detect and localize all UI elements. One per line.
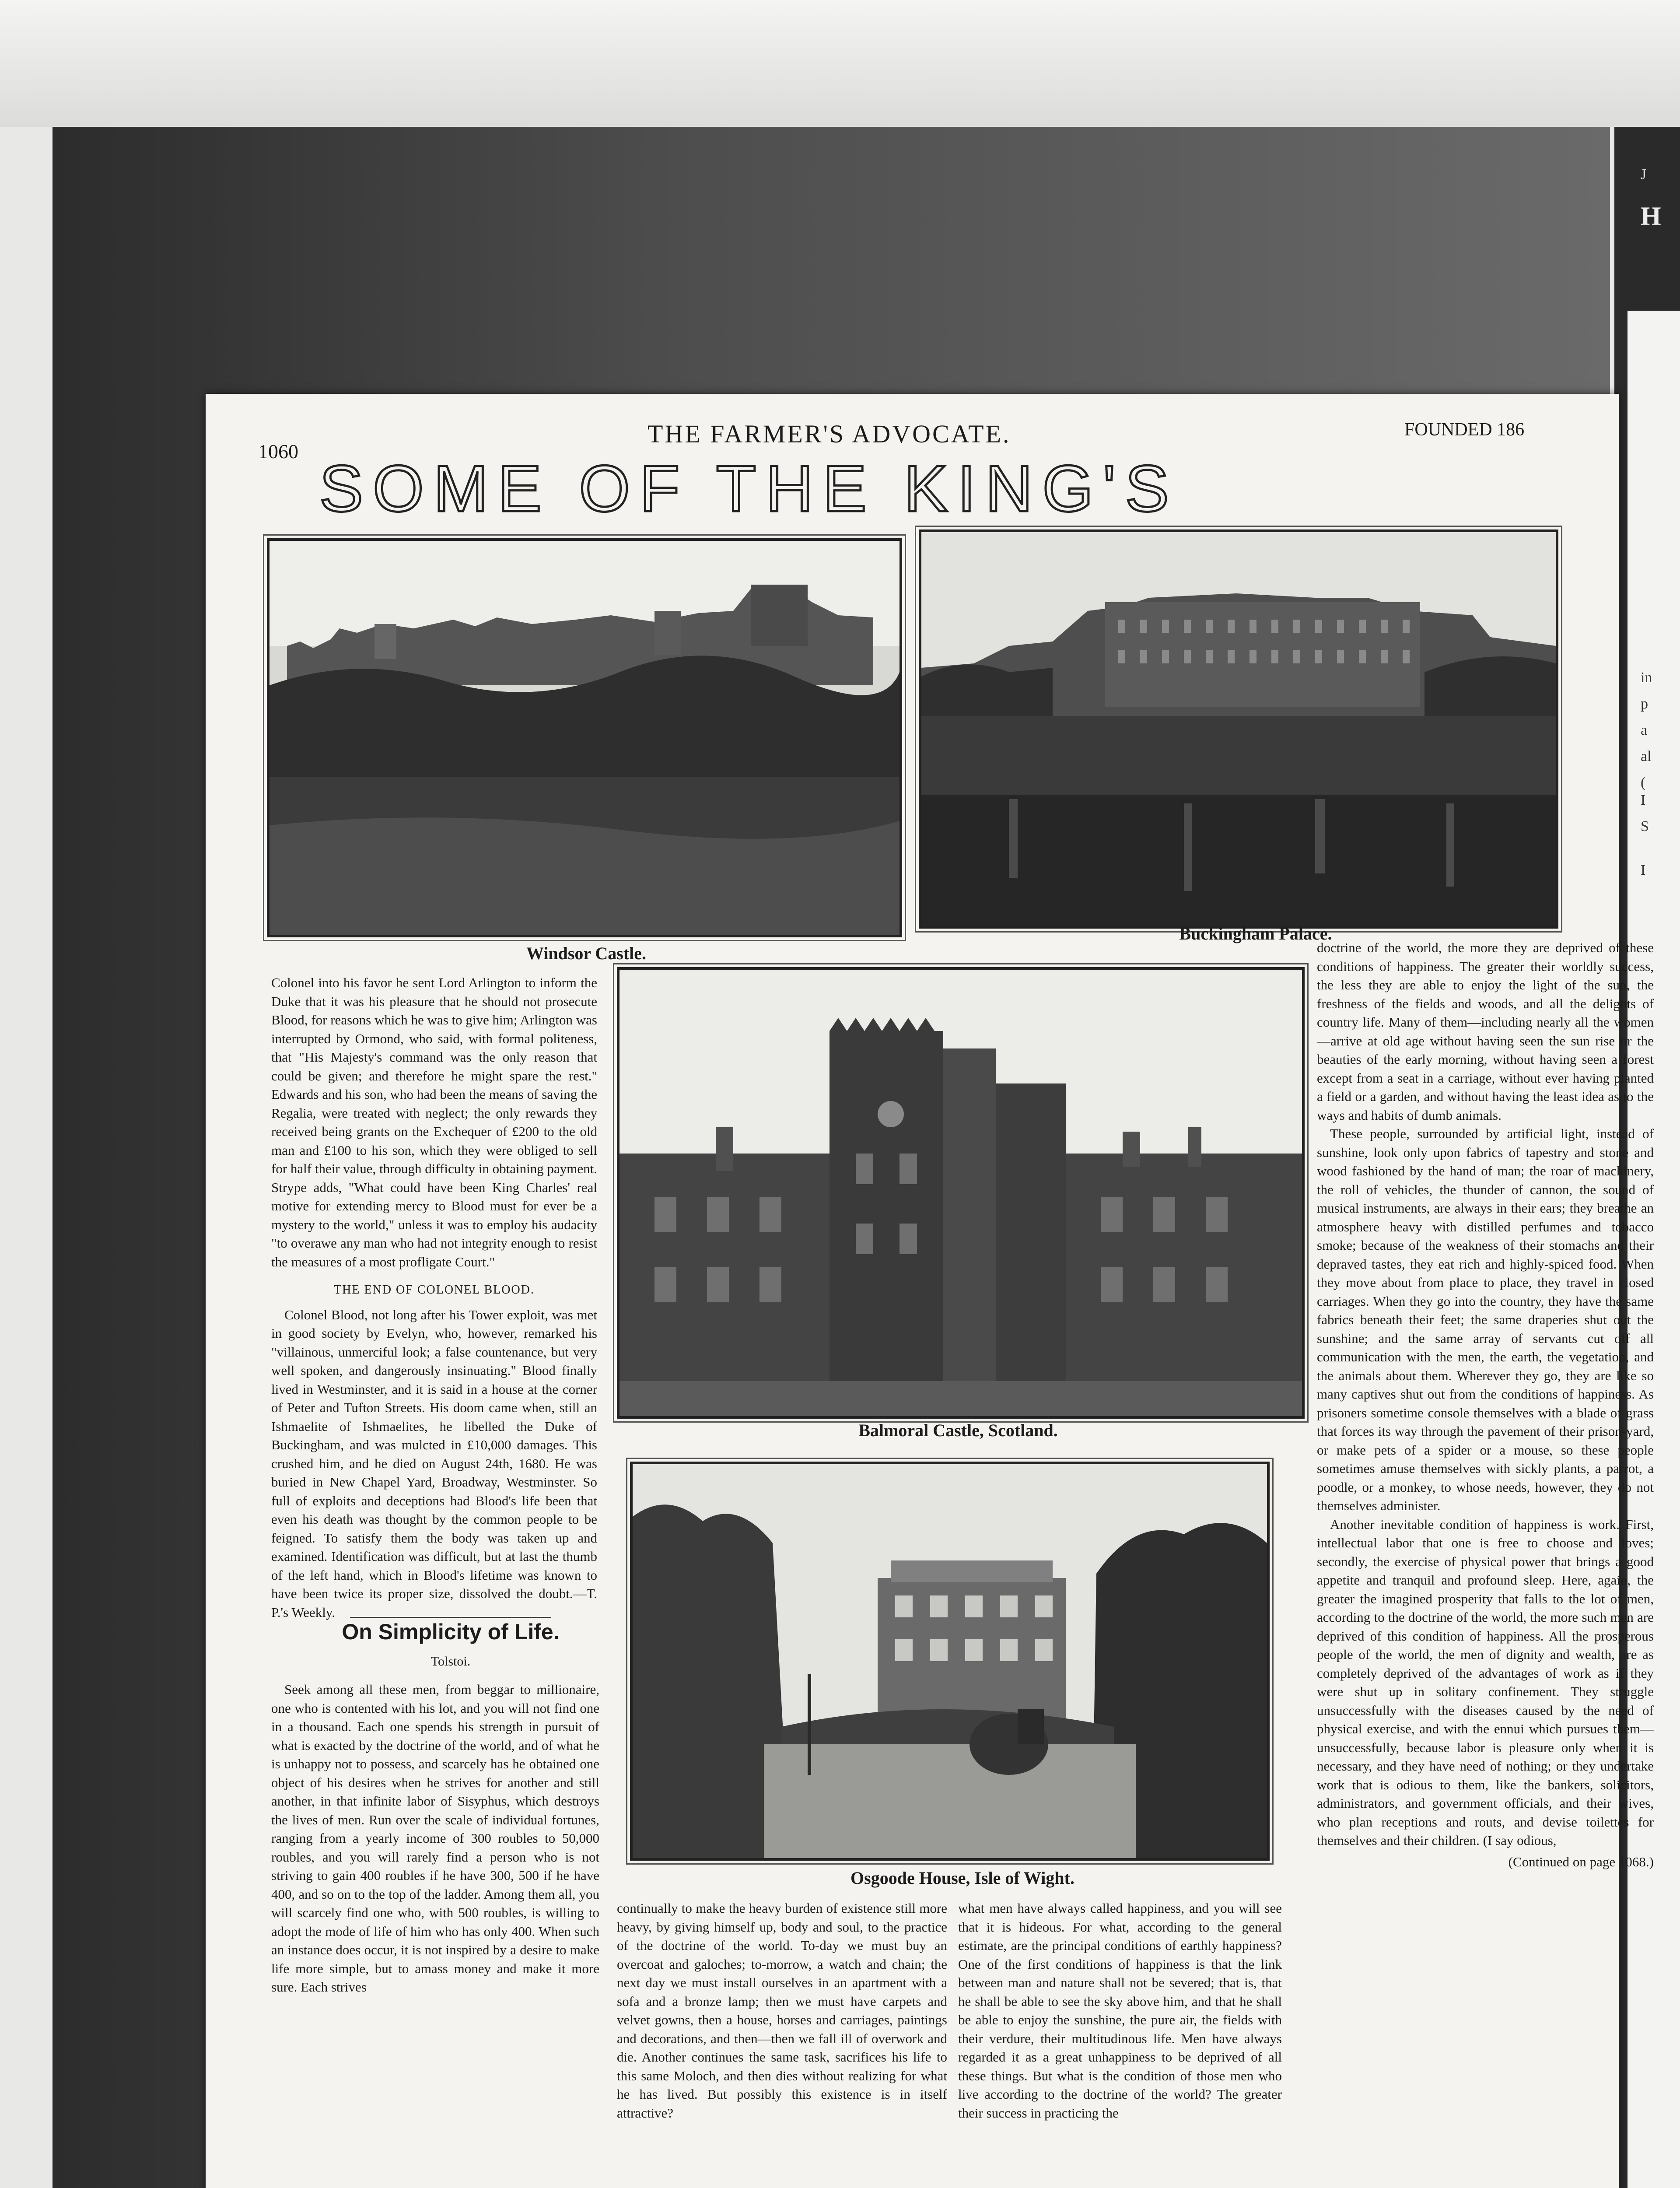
adjacent-page-fragment: a <box>1641 722 1648 738</box>
windsor-castle-image <box>270 541 900 935</box>
balmoral-caption: Balmoral Castle, Scotland. <box>858 1420 1058 1440</box>
buckingham-palace-image <box>921 532 1556 926</box>
page-number: 1060 <box>258 440 298 463</box>
buckingham-palace-photo <box>919 529 1558 929</box>
adjacent-page-fragment: I <box>1641 792 1646 808</box>
colonel-blood-article <box>271 974 597 1620</box>
section-divider <box>350 1617 551 1618</box>
balmoral-castle-image <box>620 970 1302 1416</box>
article-paragraph: Colonel into his favor he sent Lord Arlington to inform the Duke that it was his pleasure that he should not prosecute Blood, for reasons which he was to give him; Arlington was interrupted by Ormond, who said, with formal politeness, that "His Majesty's command was the only reason that could be given; and therefore he might spare the rest." Edwards and his son, who had been the means of saving the Regalia, were treated with neglect; the only rewards they received being grants on the Exchequer of £200 to the old man and £100 to his son, which they were obliged to sell for half their value, through difficulty in obtaining payment. Strype adds, "What could have been King Charles' real motive for extending mercy to Blood must for ever be a mystery to the world," unless it was to employ his audacity "to overawe any man who had not integrity enough to resist the measures of a most profligate Court." <box>271 975 597 1269</box>
simplicity-column-2 <box>617 1899 947 2188</box>
article-paragraph: Seek among all these men, from beggar to millionaire, one who is contented with his lot, and you will not find one in a thousand. Each one spends his strength in pursuit of what is exacted by the doctrine of the world, and of what he is unhappy not to possess, and scarcely has he obtained one object of his desires when he strives for another and still another, in that infinite labor of Sisyphus, which destroys the lives of men. Run over the scale of individual fortunes, ranging from a yearly income of 300 roubles to 50,000 roubles, and you will rarely find a person who is not striving to gain 400 roubles if he have 300, 500 if he have 400, and so on to the top of the ladder. Among them all, you will scarcely find one who, with 500 roubles, is willing to adopt the mode of life of him who has only 400. When such an instance does occur, it is not inspired by a desire to make life more simple, but to amass money and make it more sure. Each strives <box>271 1682 599 1995</box>
balmoral-castle-photo <box>617 967 1305 1419</box>
continued-note: (Continued on page 1068.) <box>1508 1854 1654 1869</box>
windsor-castle-photo <box>267 538 902 937</box>
simplicity-column-1 <box>271 1680 599 2188</box>
adjacent-page-fragment: J <box>1641 166 1647 182</box>
adjacent-page-fragment: H <box>1641 202 1661 231</box>
article-paragraph: continually to make the heavy burden of existence still more heavy, by giving himself up, body and soul, to the practice of the doctrine of the world. To-day we must buy an overcoat and galoches; to-morrow, a watch and chain; the next day we must install ourselves in an apartment with a sofa and a bronze lamp; then we must have carpets and velvet gowns, then a house, horses and carriages, paintings and decorations, and then—then we fall ill of overwork and die. Another continues the same task, sacrifices his life to this same Moloch, and then dies without realizing for what he has lived. But possibly this existence is in itself attractive? <box>617 1900 947 2121</box>
article-paragraph: what men have always called happiness, and you will see that it is hideous. For what, according to the general estimate, are the principal conditions of earthly happiness? One of the first conditions of happiness is that the link between man and nature shall not be severed; that is, that he shall be able to see the sky above him, and that he shall be able to enjoy the sunshine, the pure air, the fields with their verdure, their multitudinous life. Men have always regarded it as a great unhappiness to be deprived of all these things. But what is the condition of those men who live according to the doctrine of the world? The greater their success in practicing the <box>958 1900 1282 2121</box>
page-title: SOME OF THE KING'S <box>319 452 1179 525</box>
simplicity-byline: Tolstoi. <box>430 1654 471 1669</box>
article-subheading: THE END OF COLONEL BLOOD. <box>334 1283 535 1297</box>
osgoode-house-image <box>633 1464 1267 1858</box>
article-paragraph: These people, surrounded by artificial light, instead of sunshine, look only upon fabrics of tapestry and stone and wood fashioned by the hand of man; the roar of machinery, the roll of vehicles, the thunder of cannon, the sound of musical instruments, are always in their ears; they breathe an atmosphere heavy with distilled perfumes and tobacco smoke; because of the weakness of their stomachs and their depraved tastes, they eat rich and highly-spiced food. When they move about from place to place, they travel in closed carriages. When they go into the country, they have the same fabrics beneath their feet; the same draperies shut out the sunshine; and the same array of servants cut off all communication with the men, the earth, the vegetation, and the animals about them. Wherever they go, they are like so many captives shut out from the conditions of happiness. As prisoners sometime console themselves with a blade of grass that forces its way through the pavement of their prison-yard, or make pets of a spider or a mouse, so these people sometimes amuse themselves with sickly plants, a parrot, a poodle, or a monkey, to whose needs, however, they do not themselves administer. <box>1317 1126 1654 1513</box>
adjacent-page-fragment: I <box>1641 862 1646 878</box>
founded-note: FOUNDED 186 <box>1404 420 1525 440</box>
simplicity-column-3 <box>958 1899 1282 2188</box>
adjacent-page-fragment: ( <box>1641 775 1646 791</box>
simplicity-heading: On Simplicity of Life. <box>342 1620 560 1644</box>
simplicity-right-column <box>1317 939 1654 2188</box>
windsor-caption: Windsor Castle. <box>526 943 647 963</box>
adjacent-page-fragment: al <box>1641 748 1652 764</box>
osgoode-house-photo <box>630 1462 1270 1861</box>
running-head: THE FARMER'S ADVOCATE. <box>648 420 1011 448</box>
adjacent-page-fragment: S <box>1641 818 1649 835</box>
magazine-page <box>206 394 1654 2188</box>
article-paragraph: Another inevitable condition of happiness is work. First, intellectual labor that one is free to choose and loves; secondly, the exercise of physical power that brings a good appetite and tranquil and profound sleep. Here, again, the greater the imagined prosperity that falls to the lot of men, according to the doctrine of the world, the more such men are deprived of this condition of happiness. All the prosperous people of the world, the men of dignity and wealth, are as completely deprived of the advantages of work as if they were shut up in solitary confinement. They struggle unsuccessfully with the diseases caused by the need of physical exercise, and with the ennui which pursues them—unsuccessfully, because labor is pleasure only when it is necessary, and they have need of nothing; or they undertake work that is odious to them, like the bankers, solicitors, administrators, and government officials, and their wives, who plan receptions and routs, and devise toilettes for themselves and their children. (I say odious, <box>1317 1516 1654 1848</box>
adjacent-page-fragment: p <box>1641 696 1648 712</box>
osgoode-caption: Osgoode House, Isle of Wight. <box>850 1868 1074 1888</box>
buckingham-caption: Buckingham Palace. <box>1179 924 1332 943</box>
scanner-background <box>0 0 1680 127</box>
adjacent-page-fragment: in <box>1641 670 1652 686</box>
article-paragraph: doctrine of the world, the more they are deprived of these conditions of happiness. The greater their worldly success, the less they are able to enjoy the light of the sun, the freshness of the fields and woods, and all the delights of country life. Many of them—including nearly all the women—arrive at old age without having seen the sun rise or the beauties of the early morning, without having seen a forest except from a seat in a carriage, without ever having planted a field or a garden, and without having the least idea as to the ways and habits of dumb animals. <box>1317 940 1654 1123</box>
article-paragraph: Colonel Blood, not long after his Tower exploit, was met in good society by Evelyn, who, however, remarked his "villainous, unmerciful look; a false countenance, but very well spoken, and dangerously insinuating." Blood finally lived in Westminster, and it is said in a house at the corner of Peter and Tufton Streets. His doom came when, still an Ishmaelite of Ishmaelites, he libelled the Duke of Buckingham, and was mulcted in £10,000 damages. This crushed him, and he died on August 24th, 1680. He was buried in New Chapel Yard, Broadway, Westminster. So full of exploits and deceptions had Blood's life been that even his death was thought by the common people to be feigned. To satisfy them the body was taken up and examined. Identification was difficult, but at last the thumb of the left hand, which in Blood's lifetime was known to have been twice its proper size, dissolved the doubt.—T. P.'s Weekly. <box>271 1307 597 1620</box>
